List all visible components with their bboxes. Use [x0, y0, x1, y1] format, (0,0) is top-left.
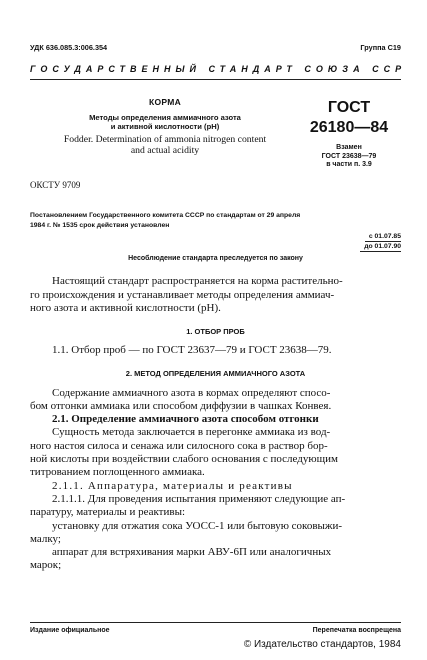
clause-2-1-1-1-line-2: паратуру, материалы и реактивы:: [30, 506, 186, 519]
state-standard-banner: ГОСУДАРСТВЕННЫЙ СТАНДАРТ СОЮЗА ССР: [30, 64, 407, 74]
group-code: Группа С19: [360, 43, 401, 52]
header-rule: [30, 79, 401, 80]
title-left: [30, 97, 300, 156]
copyright: © Издательство стандартов, 1984: [243, 639, 401, 650]
intro-line-3: ного азота и активной кислотности (pH).: [30, 302, 221, 314]
item-2-line-2: марок;: [30, 559, 62, 572]
item-2-line-1: аппарат для встряхивания марки АВУ-6П или аналогичных: [52, 546, 332, 559]
essence-line-3: ной кислоты при воздействии слабого основания с последующим: [30, 453, 338, 466]
replaces-part: в части п. 3.9: [326, 161, 372, 169]
gost-label: ГОСТ: [327, 99, 371, 116]
date-to: до 01.07.90: [360, 242, 401, 252]
title-en-line-1: Fodder. Determination of ammonia nitrogen content: [63, 134, 267, 145]
title-en-line-2: and actual acidity: [130, 144, 200, 156]
standard-title-en: [30, 135, 300, 156]
item-1-line-2: малку;: [30, 532, 61, 545]
section-1-heading: 1. ОТБОР ПРОБ: [186, 327, 245, 337]
official-edition: Издание официальное: [30, 627, 110, 634]
clause-1-1: [30, 344, 401, 357]
intro-line-1: Настоящий стандарт распространяется на корма растительно-: [52, 275, 343, 288]
title-ru-line-1: Методы определения аммиачного азота: [89, 113, 241, 122]
clause-2-1-1-heading: 2.1.1. Аппаратура, материалы и реактивы: [52, 479, 293, 492]
intro-line-2: го происхождения и устанавливает методы определения аммиач-: [30, 288, 335, 301]
essence-line-2: ного настоя силоса и сенажа или силосного сока в раствор бор-: [30, 439, 328, 452]
clause-1-1-text: 1.1. Отбор проб — по ГОСТ 23637—79 и ГОСТ 23638—79.: [52, 344, 332, 357]
decree-line-2: 1984 г. № 1535 срок действия установлен: [30, 221, 170, 229]
page-footer: [30, 622, 401, 650]
intro-paragraph: [30, 275, 401, 315]
standard-title-ru: [30, 113, 300, 131]
udk-code: УДК 636.085.3:006.354: [30, 43, 108, 52]
decree-line-1: Постановлением Государственного комитета СССР по стандартам от 29 апреля: [30, 212, 301, 219]
s2-intro-line-1: Содержание аммиачного азота в кормах определяют спосо-: [52, 386, 331, 399]
clause-2-1-1-1-line-1: 2.1.1.1. Для проведения испытания применяют следующие ап-: [52, 492, 346, 505]
footer-rule: [30, 622, 401, 623]
item-1-line-1: установку для отжатия сока УОСС-1 или бытовую соковыжи-: [52, 519, 343, 532]
standard-subject: КОРМА: [148, 97, 182, 107]
reprint-prohibited: Перепечатка воспрещена: [312, 627, 401, 634]
replaces-block: [297, 144, 401, 170]
decree-text: [30, 211, 401, 231]
gost-block: [297, 99, 401, 170]
okstu-code: ОКСТУ 9709: [30, 180, 81, 190]
replaces-gost: ГОСТ 23638—79: [321, 152, 377, 160]
essence-line-4: титрованием поглощенного аммиака.: [30, 466, 205, 479]
top-line: [30, 0, 401, 52]
date-from: с 01.07.85: [365, 232, 401, 242]
title-block: [30, 97, 401, 191]
essence-line-1: Сущность метода заключается в перегонке аммиака из вод-: [52, 426, 331, 439]
section-2-body: [30, 387, 401, 573]
validity-dates: [30, 232, 401, 253]
title-ru-line-2: и активной кислотности (pH): [110, 122, 220, 131]
section-2-heading: 2. МЕТОД ОПРЕДЕЛЕНИЯ АММИАЧНОГО АЗОТА: [125, 368, 306, 378]
clause-2-1-heading: 2.1. Определение аммиачного азота способом отгонки: [52, 413, 319, 426]
replaces-label: Взамен: [336, 144, 362, 151]
gost-number: 26180—84: [309, 119, 389, 136]
s2-intro-line-2: бом отгонки аммиака или способом диффузии в чашках Конвея.: [30, 399, 332, 412]
law-notice: Несоблюдение стандарта преследуется по закону: [128, 255, 303, 263]
